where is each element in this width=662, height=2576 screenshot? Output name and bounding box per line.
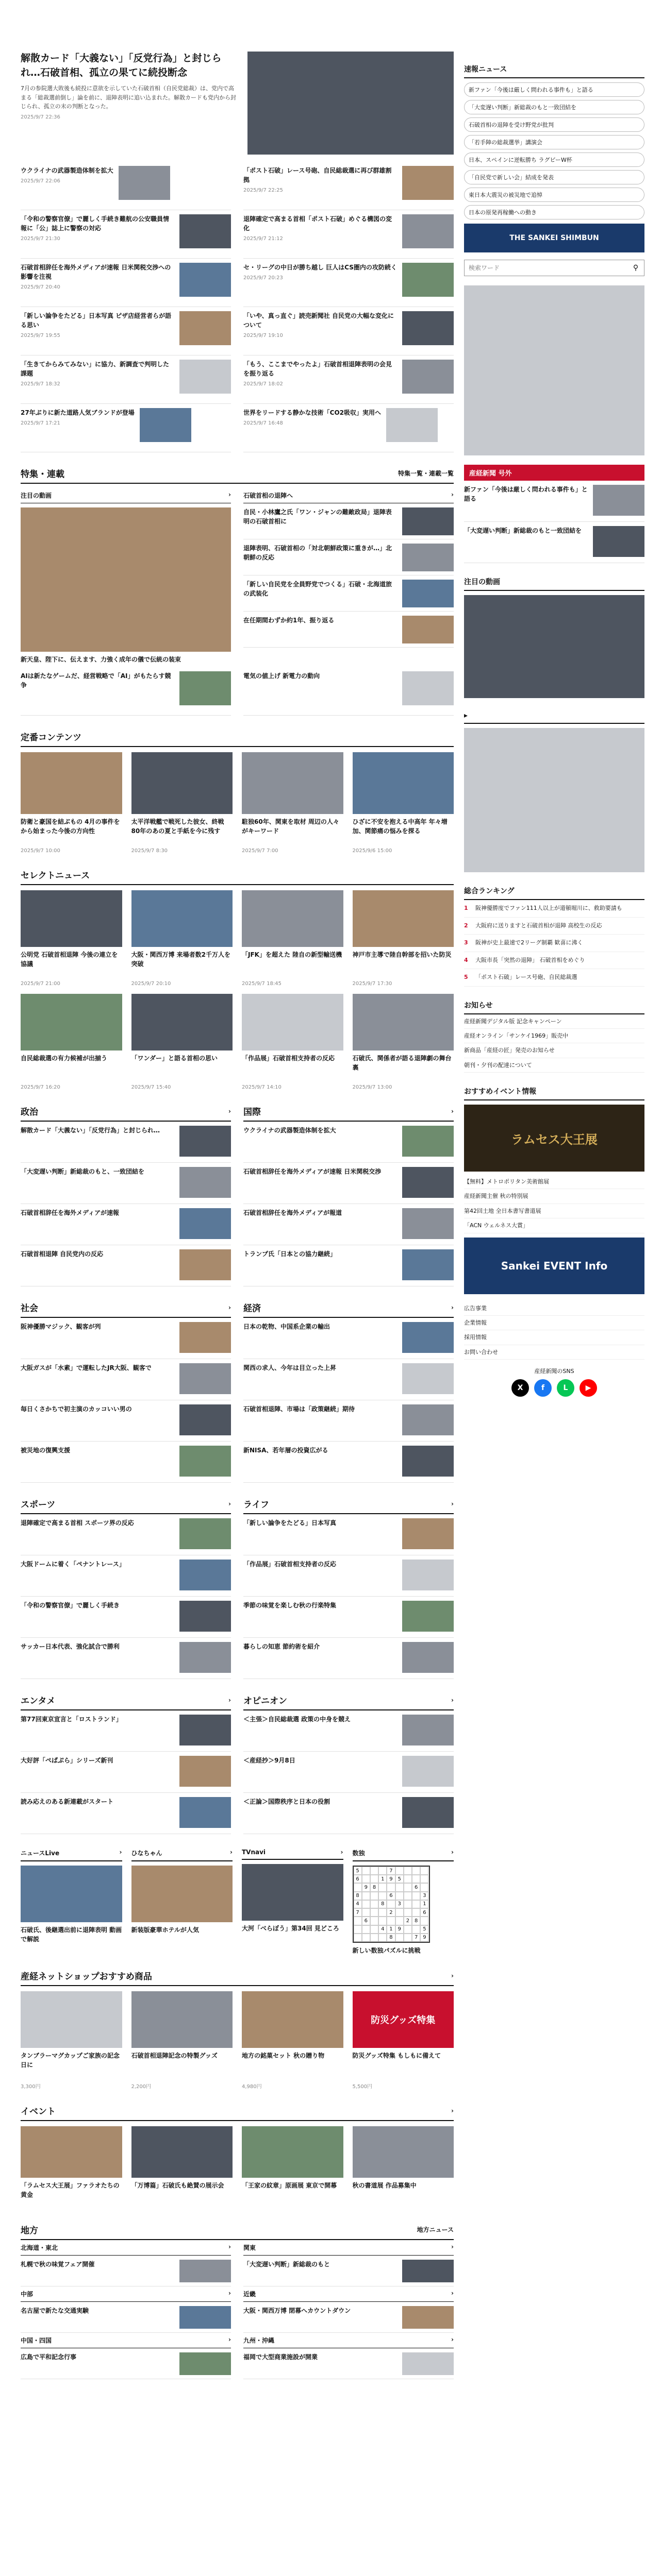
sudoku-cell[interactable]: 5 bbox=[395, 1875, 404, 1883]
card[interactable]: 「ラムセス大王展」ファラオたちの黄金 bbox=[21, 2126, 122, 2209]
list-item[interactable]: ＜正論＞国際秩序と日本の役割 bbox=[243, 1793, 454, 1834]
list-item[interactable]: 大阪ガスが「水素」で運転したJR大阪、観客で bbox=[21, 1359, 231, 1400]
politics-international: 政治 › 解散カード「大義ない」「反党行為」と封じられ… 「大変遅い判断」新総裁のもと、一致団結を 石破首相辞任を海外メディアが速報 石破首相退陣 自民党内の反応 国際 › ウクライナの武器製造体制を拡大 石破首相辞任を海外メディアが速報 日米関税交渉 石破首相辞任を海外メディアが報道 トランプ氏「日本との協力継続」 bbox=[21, 1090, 454, 1286]
list-item[interactable]: 産経新聞主催 秋の特別展 bbox=[464, 1189, 644, 1204]
card[interactable]: 「JFK」を超えた 陸自の新型輸送機 2025/9/7 18:45 bbox=[242, 890, 343, 987]
shop-header: 産経ネットショップおすすめ商品 › bbox=[21, 1966, 454, 1986]
hina-photo[interactable] bbox=[131, 1866, 233, 1922]
sudoku-cell[interactable] bbox=[404, 1908, 412, 1917]
sudoku-cell[interactable]: 8 bbox=[387, 1934, 395, 1942]
list-item[interactable]: 「もう、ここまでやったよ」石破首相退陣表明の会見を振り返る 2025/9/7 18:02 bbox=[243, 355, 454, 404]
sudoku-cell[interactable] bbox=[404, 1925, 412, 1934]
sudoku-cell[interactable] bbox=[395, 1917, 404, 1925]
card[interactable]: 防衛と豪国を結ぶもの 4月の事件をから始まった今後の方向性 2025/9/7 10:00 bbox=[21, 752, 122, 854]
region-header: 地方 地方ニュース bbox=[21, 2220, 454, 2240]
card[interactable]: 防災グッズ特集 防災グッズ特集 もしもに備えて 5,500円 bbox=[353, 1991, 454, 2090]
lead-story[interactable] bbox=[21, 52, 454, 155]
sports-life: スポーツ › 退陣確定で高まる首相 スポーツ界の反応 大阪ドームに着く「ペナントレース」 「令和の警察官僚」で麗しく手続き サッカー日本代表、強化試合で勝利 ライフ › 「新しい論争をたどる」日本写真 「作品展」石破首相支持者の反応 季節の味覚を楽しむ秋の行楽特集 暮らしの知恵 節約術を紹介 bbox=[21, 1483, 454, 1679]
list-item[interactable]: 暮らしの知恵 節約術を紹介 bbox=[243, 1638, 454, 1679]
event-cards bbox=[21, 2126, 454, 2209]
sudoku-cell[interactable] bbox=[370, 1892, 378, 1900]
card[interactable]: 駐独60年、関東を取材 周辺の人々がキーワード 2025/9/7 7:00 bbox=[242, 752, 343, 854]
list-item[interactable]: 「大変遅い判断」新総裁のもと一致団結を bbox=[464, 522, 644, 563]
list-item[interactable]: 「いや、真っ直ぐ」読売新聞社 自民党の大幅な変化について 2025/9/7 19:10 bbox=[243, 307, 454, 355]
sudoku-cell[interactable] bbox=[404, 1892, 412, 1900]
list-item[interactable]: 福岡で大型商業施設が開業 bbox=[243, 2348, 454, 2379]
list-item[interactable]: ＜産経抄＞9月8日 bbox=[243, 1752, 454, 1793]
sudoku-cell[interactable]: 4 bbox=[354, 1900, 362, 1908]
list-item[interactable]: 名古屋で新たな交通実験 bbox=[21, 2302, 231, 2333]
notice-list bbox=[464, 1014, 644, 1073]
list-item[interactable]: サッカー日本代表、強化試合で勝利 bbox=[21, 1638, 231, 1679]
list-item[interactable]: 「大変遅い判断」新総裁のもと一致団結を bbox=[464, 100, 644, 114]
sudoku-cell[interactable]: 1 bbox=[420, 1900, 428, 1908]
regular-header: 定番コンテンツ bbox=[21, 727, 454, 747]
list-item[interactable]: 【無料】メトロポリタン美術館展 bbox=[464, 1175, 644, 1189]
thumbnail[interactable] bbox=[402, 311, 454, 345]
sudoku-cell[interactable]: 6 bbox=[354, 1875, 362, 1883]
sudoku-cell[interactable]: 4 bbox=[378, 1925, 387, 1934]
search-icon[interactable]: ⚲ bbox=[633, 264, 639, 272]
sudoku-cell[interactable]: 8 bbox=[370, 1883, 378, 1891]
list-item[interactable]: 「ACN ウェルネス大賞」 bbox=[464, 1218, 644, 1233]
list-item[interactable]: ウクライナの武器製造体制を拡大 2025/9/7 22:06 bbox=[21, 162, 231, 210]
list-item[interactable]: 「大変遅い判断」新総裁のもと bbox=[243, 2256, 454, 2286]
notice-title: お知らせ bbox=[464, 997, 644, 1014]
list-item[interactable]: 27年ぶりに新た道路人気ブランドが登場 2025/9/7 17:21 bbox=[21, 404, 231, 452]
sudoku-cell[interactable] bbox=[395, 1934, 404, 1942]
list-item[interactable]: トランプ氏「日本との協力継続」 bbox=[243, 1245, 454, 1286]
sudoku-cell[interactable]: 9 bbox=[362, 1883, 370, 1891]
sudoku-cell[interactable]: 6 bbox=[412, 1883, 420, 1891]
sudoku-cell[interactable]: 9 bbox=[387, 1875, 395, 1883]
list-item[interactable]: 読み応えのある新連載がスタート bbox=[21, 1793, 231, 1834]
shop-banner: 防災グッズ特集 bbox=[353, 1991, 454, 2048]
lead-photo[interactable] bbox=[247, 52, 454, 155]
list-item[interactable]: 「自民党で新しい会」結成を発表 bbox=[464, 170, 644, 184]
thumbnail[interactable] bbox=[119, 166, 170, 200]
breaking-list bbox=[464, 82, 644, 219]
list-item[interactable]: 退陣表明、石破首相の「対北朝鮮政策に重きが…」北朝鮮の反応 bbox=[243, 539, 454, 575]
sudoku-cell[interactable] bbox=[404, 1934, 412, 1942]
search-box bbox=[464, 260, 644, 276]
list-item[interactable]: 阪神優勝マジック、観客が列 bbox=[21, 1318, 231, 1359]
breaking-title: 速報ニュース bbox=[464, 61, 644, 78]
card[interactable]: 石破首相退陣記念の特製グッズ 2,200円 bbox=[131, 1991, 233, 2090]
sudoku-cell[interactable] bbox=[412, 1908, 420, 1917]
sudoku-cell[interactable] bbox=[362, 1892, 370, 1900]
sudoku-cell[interactable] bbox=[412, 1875, 420, 1883]
list-item[interactable]: 日本の乾物、中国系企業の輸出 bbox=[243, 1318, 454, 1359]
thumbnail[interactable] bbox=[179, 360, 231, 394]
mini-sections: ニュースLive › 石破氏、後継選出前に退陣表明 動画で解説 ひなちゃん › 新装版豪華ホテルが人気 TVnavi › 大河「べらぼう」第34回 見どころ 数独 › 5 7 6 1 9 5 9 8 6 8 6 3 4 8 3 1 7 2 6 6 2 8 4 1 9 5 8 7 9 新しい数独パズルに挑戦 bbox=[21, 1845, 454, 1955]
thumbnail[interactable] bbox=[402, 166, 454, 200]
thumbnail[interactable] bbox=[402, 360, 454, 394]
sudoku-cell[interactable] bbox=[412, 1900, 420, 1908]
ad-area[interactable] bbox=[464, 285, 644, 455]
sudoku-cell[interactable] bbox=[378, 1917, 387, 1925]
list-item[interactable]: 石破首相辞任を海外メディアが報道 bbox=[243, 1204, 454, 1245]
list-item[interactable]: 解散カード「大義ない」「反党行為」と封じられ… bbox=[21, 1122, 231, 1163]
event-info-banner[interactable]: Sankei EVENT Info bbox=[464, 1238, 644, 1294]
society-economy: 社会 › 阪神優勝マジック、観客が列 大阪ガスが「水素」で運転したJR大阪、観客で 毎日くさかちで初主演のカッコいい男の 被災地の復興支援 経済 › 日本の乾物、中国系企業の輸出 関西の求人、今年は目立った上昇 石破首相退陣、市場は「政策継続」期待 新NISA、若年層の投資広がる bbox=[21, 1286, 454, 1483]
sudoku-cell[interactable]: 8 bbox=[378, 1900, 387, 1908]
sudoku-cell[interactable]: 3 bbox=[395, 1900, 404, 1908]
sudoku-cell[interactable]: 9 bbox=[420, 1934, 428, 1942]
list-item[interactable]: 石破首相辞任を海外メディアが速報 日米関税交渉 bbox=[243, 1163, 454, 1204]
list-item[interactable]: 石破首相辞任を海外メディアが速報 bbox=[21, 1204, 231, 1245]
lead-title[interactable]: 解散カード「大義ない」「反党行為」と封じられ…石破首相、孤立の果てに続投断念 bbox=[21, 53, 222, 78]
list-item[interactable]: 企業情報 bbox=[464, 1316, 644, 1330]
sankei-plus-badge[interactable]: 産経新聞 号外 bbox=[464, 465, 644, 481]
list-item[interactable]: 被災地の復興支援 bbox=[21, 1442, 231, 1483]
footer-links bbox=[464, 1301, 644, 1360]
list-item[interactable]: 3 阪神が史上最速で2リーグ制覇 歓喜に沸く bbox=[464, 935, 644, 952]
top-news-grid bbox=[21, 162, 454, 452]
sudoku-cell[interactable] bbox=[370, 1900, 378, 1908]
facebook-icon[interactable]: f bbox=[534, 1379, 552, 1397]
list-item[interactable]: 退陣確定で高まる首相 スポーツ界の反応 bbox=[21, 1514, 231, 1555]
sudoku-cell[interactable] bbox=[354, 1925, 362, 1934]
sudoku-cell[interactable]: 7 bbox=[387, 1867, 395, 1875]
newslive-photo[interactable] bbox=[21, 1866, 122, 1922]
list-item[interactable]: 「新しい論争をたどる」日本写真 ピザ店経営者らが語る思い 2025/9/7 19:55 bbox=[21, 307, 231, 355]
sudoku-cell[interactable] bbox=[404, 1900, 412, 1908]
sudoku-cell[interactable] bbox=[387, 1900, 395, 1908]
sudoku-cell[interactable] bbox=[370, 1917, 378, 1925]
sudoku-cell[interactable]: 2 bbox=[387, 1908, 395, 1917]
sudoku-cell[interactable] bbox=[362, 1875, 370, 1883]
line-icon[interactable]: L bbox=[557, 1379, 574, 1397]
thumbnail[interactable] bbox=[179, 311, 231, 345]
list-item[interactable]: セ・リーグの中日が勝ち越し 巨人はCS圏内の攻防続く 2025/9/7 20:23 bbox=[243, 259, 454, 307]
list-item[interactable]: 5 「ポスト石破」レース号砲、自民総裁選 bbox=[464, 969, 644, 987]
sudoku-cell[interactable] bbox=[395, 1883, 404, 1891]
list-item[interactable]: 「ポスト石破」レース号砲、自民総裁選に再び群雄割拠 2025/9/7 22:25 bbox=[243, 162, 454, 210]
paper-title: ▸ bbox=[464, 708, 644, 724]
list-item[interactable]: 毎日くさかちで初主演のカッコいい男の bbox=[21, 1400, 231, 1442]
sudoku-cell[interactable] bbox=[378, 1908, 387, 1917]
sudoku-cell[interactable] bbox=[412, 1867, 420, 1875]
search-input[interactable] bbox=[465, 260, 627, 276]
list-item[interactable]: 2 大阪府に送りますと石破首相が退陣 高校生の反応 bbox=[464, 918, 644, 935]
shop-cards bbox=[21, 1991, 454, 2090]
x-icon[interactable]: X bbox=[511, 1379, 529, 1397]
sudoku-cell[interactable] bbox=[362, 1900, 370, 1908]
sudoku-cell[interactable]: 7 bbox=[354, 1908, 362, 1917]
sudoku-cell[interactable] bbox=[395, 1867, 404, 1875]
sudoku-cell[interactable]: 5 bbox=[354, 1867, 362, 1875]
card[interactable]: 太平洋戦艦で戦死した彼女、終戦80年のあの夏と手紙を今に残す 2025/9/7 8:30 bbox=[131, 752, 233, 854]
list-item[interactable]: 「生きてからみてみない」に協力、新調査で判明した課題 2025/9/7 18:32 bbox=[21, 355, 231, 404]
features-header: 特集・連載 特集一覧・連載一覧 bbox=[21, 464, 454, 484]
card[interactable]: 「万博篇」石破氏も絶賛の展示会 bbox=[131, 2126, 233, 2209]
sudoku-cell[interactable] bbox=[387, 1917, 395, 1925]
list-item[interactable]: 季節の味覚を楽しむ秋の行楽特集 bbox=[243, 1597, 454, 1638]
list-item[interactable]: 朝刊・夕刊の配達について bbox=[464, 1058, 644, 1073]
paper-image[interactable] bbox=[464, 728, 644, 872]
list-item[interactable]: 東日本大震災の被災地で追悼 bbox=[464, 188, 644, 202]
list-item[interactable]: 札幌で秋の味覚フェア開催 bbox=[21, 2256, 231, 2286]
list-item[interactable]: 大阪・関西万博 閉幕へカウントダウン bbox=[243, 2302, 454, 2333]
feature-caption[interactable]: 新天皇、陛下に、伝えます、力強く成年の儀で伝統の装束 bbox=[21, 656, 181, 663]
sudoku-cell[interactable] bbox=[404, 1867, 412, 1875]
sudoku-cell[interactable] bbox=[404, 1875, 412, 1883]
features-block bbox=[21, 488, 454, 664]
list-item[interactable]: 日本の原発再稼働への動き bbox=[464, 205, 644, 219]
sudoku-cell[interactable] bbox=[420, 1867, 428, 1875]
feature-topic-head[interactable]: 石破首相の退陣へ › bbox=[243, 488, 454, 503]
list-item[interactable]: 「令和の警察官僚」で麗しく手続き難航の公安職員情報に「公」誌上に警察の対応 2025/9/7 21:30 bbox=[21, 210, 231, 259]
sudoku-cell[interactable]: 5 bbox=[420, 1925, 428, 1934]
list-item[interactable]: 新NISA、若年層の投資広がる bbox=[243, 1442, 454, 1483]
list-item[interactable]: 採用情報 bbox=[464, 1330, 644, 1345]
list-item[interactable]: 「作品展」石破首相支持者の反応 bbox=[243, 1555, 454, 1597]
list-item[interactable]: 在任期間わずか約1年、振り返る bbox=[243, 612, 454, 648]
select-cards bbox=[21, 890, 454, 1090]
sudoku-cell[interactable] bbox=[370, 1867, 378, 1875]
sudoku-cell[interactable] bbox=[370, 1934, 378, 1942]
list-item[interactable]: 退陣確定で高まる首相「ポスト石破」めぐる構図の変化 2025/9/7 21:12 bbox=[243, 210, 454, 259]
sudoku-cell[interactable] bbox=[354, 1883, 362, 1891]
list-item[interactable]: 「新しい論争をたどる」日本写真 bbox=[243, 1514, 454, 1555]
card[interactable]: 自民総裁選の有力候補が出揃う 2025/9/7 16:20 bbox=[21, 994, 122, 1090]
list-item[interactable]: 「大変遅い判断」新総裁のもと、一致団結を bbox=[21, 1163, 231, 1204]
sankei-banner[interactable]: THE SANKEI SHIMBUN bbox=[464, 224, 644, 252]
sudoku-cell[interactable]: 6 bbox=[362, 1917, 370, 1925]
sudoku-cell[interactable] bbox=[378, 1892, 387, 1900]
sudoku-cell[interactable] bbox=[362, 1925, 370, 1934]
thumbnail[interactable] bbox=[402, 214, 454, 248]
list-item[interactable]: 石破首相辞任を海外メディアが速報 日米関税交渉への影響を注視 2025/9/7 20:40 bbox=[21, 259, 231, 307]
list-item[interactable]: 日本、スペインに逆転勝ち ラグビーW杯 bbox=[464, 152, 644, 167]
card[interactable]: ひざに不安を抱える中高年 年々増加、関節痛の悩みを探る 2025/9/6 15:00 bbox=[353, 752, 454, 854]
sns-icons bbox=[464, 1379, 644, 1397]
event-header: イベント › bbox=[21, 2101, 454, 2121]
region-grid: 北海道・東北 › 札幌で秋の味覚フェア開催 関東 › 「大変遅い判断」新総裁のもと 中部 › 名古屋で新たな交通実験 近畿 › 大阪・関西万博 閉幕へカウントダウン 中国・四国 › 広島で平和記念行事 九州・沖縄 › 福岡で大型商業施設が開業 bbox=[21, 2240, 454, 2379]
sudoku-cell[interactable] bbox=[370, 1925, 378, 1934]
sudoku-cell[interactable] bbox=[370, 1908, 378, 1917]
list-item[interactable]: 大好評「ぺぱぷら」シリーズ新刊 bbox=[21, 1752, 231, 1793]
list-item[interactable]: 新ファン「今後は厳しく問われる事件も」と語る bbox=[464, 82, 644, 97]
sudoku-cell[interactable] bbox=[387, 1883, 395, 1891]
list-item[interactable]: AIは新たなゲームだ、経営戦略で「AI」がもたらす競争 bbox=[21, 667, 231, 716]
main-column bbox=[21, 52, 454, 2379]
lead-summary: 7月の参院選大敗後も続投に意欲を示していた石破首相（自民党総裁）は、党内で高まる「総裁選前倒し」論を前に、退陣表明に追い込まれた。解散カードも党内から封じられ、孤立の末の判断となった。 bbox=[21, 85, 236, 110]
card[interactable]: 「作品展」石破首相支持者の反応 2025/9/7 14:10 bbox=[242, 994, 343, 1090]
thumbnail[interactable] bbox=[179, 214, 231, 248]
sudoku-cell[interactable] bbox=[395, 1892, 404, 1900]
thumbnail[interactable] bbox=[140, 408, 191, 442]
sudoku-cell[interactable]: 8 bbox=[354, 1892, 362, 1900]
list-item[interactable]: ＜主張＞自民総裁選 政策の中身を競え bbox=[243, 1710, 454, 1752]
feature-bottom bbox=[21, 667, 454, 716]
list-item[interactable]: 第42回土地 全日本書写書道展 bbox=[464, 1204, 644, 1218]
sudoku-cell[interactable]: 3 bbox=[420, 1892, 428, 1900]
list-item[interactable]: 大阪ドームに着く「ペナントレース」 bbox=[21, 1555, 231, 1597]
list-item[interactable]: 第77回東京宣言と「ロストランド」 bbox=[21, 1710, 231, 1752]
sudoku-cell[interactable] bbox=[362, 1934, 370, 1942]
card[interactable]: タンブラーマグカップご家族の記念日に 3,300円 bbox=[21, 1991, 122, 2090]
list-item[interactable]: 1 阪神優勝度でファン111人以上が道頓堀川に、救助要請も bbox=[464, 900, 644, 918]
sudoku-cell[interactable] bbox=[378, 1883, 387, 1891]
sudoku-cell[interactable] bbox=[420, 1883, 428, 1891]
sudoku-cell[interactable]: 7 bbox=[412, 1934, 420, 1942]
sudoku-cell[interactable] bbox=[404, 1883, 412, 1891]
sudoku-cell[interactable] bbox=[420, 1875, 428, 1883]
event-title: おすすめイベント情報 bbox=[464, 1083, 644, 1100]
ranking-title: 総合ランキング bbox=[464, 883, 644, 900]
sudoku-cell[interactable]: 9 bbox=[395, 1925, 404, 1934]
video-player[interactable] bbox=[464, 595, 644, 698]
list-item[interactable]: 石破首相の退陣を受け野党が批判 bbox=[464, 117, 644, 132]
thumbnail[interactable] bbox=[386, 408, 438, 442]
list-item[interactable]: 自民・小林鷹之氏「ワン・ジャンの難敵政局」退陣表明の石破首相に bbox=[243, 503, 454, 539]
card[interactable]: 「王家の紋章」原画展 東京で開幕 bbox=[242, 2126, 343, 2209]
lead-date: 2025/9/7 22:36 bbox=[21, 114, 60, 120]
sudoku-cell[interactable]: 1 bbox=[378, 1875, 387, 1883]
event-banner[interactable]: ラムセス大王展 bbox=[464, 1105, 644, 1172]
card[interactable]: 秋の書道展 作品募集中 bbox=[353, 2126, 454, 2209]
tvnavi-photo[interactable] bbox=[242, 1864, 343, 1921]
sudoku-cell[interactable]: 6 bbox=[420, 1908, 428, 1917]
card[interactable]: 大阪・関西万博 来場者数2千万人を突破 2025/9/7 20:10 bbox=[131, 890, 233, 987]
sudoku-cell[interactable] bbox=[412, 1925, 420, 1934]
thumbnail[interactable] bbox=[179, 263, 231, 297]
sudoku-cell[interactable] bbox=[395, 1908, 404, 1917]
select-header: セレクトニュース bbox=[21, 865, 454, 885]
event-list bbox=[464, 1175, 644, 1233]
youtube-icon[interactable]: ▶ bbox=[580, 1379, 597, 1397]
entame-opinion: エンタメ › 第77回東京宣言と「ロストランド」 大好評「ぺぱぷら」シリーズ新刊 読み応えのある新連載がスタート オピニオン › ＜主張＞自民総裁選 政策の中身を競え ＜産経抄＞9月8日 ＜正論＞国際秩序と日本の役割 bbox=[21, 1679, 454, 1834]
sudoku-cell[interactable]: 8 bbox=[412, 1917, 420, 1925]
list-item[interactable]: 関西の求人、今年は目立った上昇 bbox=[243, 1359, 454, 1400]
list-item[interactable]: 4 大阪市長「突然の退陣」 石破首相をめぐり bbox=[464, 952, 644, 970]
card[interactable]: 「ワンダー」と語る首相の思い 2025/9/7 15:40 bbox=[131, 994, 233, 1090]
sudoku-cell[interactable] bbox=[378, 1934, 387, 1942]
thumbnail[interactable] bbox=[402, 263, 454, 297]
list-item[interactable]: 広告事業 bbox=[464, 1301, 644, 1316]
sudoku-cell[interactable] bbox=[354, 1917, 362, 1925]
sudoku-cell[interactable] bbox=[370, 1875, 378, 1883]
list-item[interactable]: ウクライナの武器製造体制を拡大 bbox=[243, 1122, 454, 1163]
list-item[interactable]: 電気の値上げ 新電力の動向 bbox=[243, 667, 454, 716]
card[interactable]: 地方の銘菓セット 秋の贈り物 4,980円 bbox=[242, 1991, 343, 2090]
list-item[interactable]: 「新しい自民党を全員野党でつくる」石破・北海道旅の武装化 bbox=[243, 575, 454, 612]
sudoku-cell[interactable] bbox=[412, 1892, 420, 1900]
sudoku-cell[interactable]: 2 bbox=[404, 1917, 412, 1925]
sudoku-cell[interactable] bbox=[420, 1917, 428, 1925]
card[interactable]: 石破氏、関係者が語る退陣劇の舞台裏 2025/9/7 13:00 bbox=[353, 994, 454, 1090]
list-item[interactable]: 新商品「産経の匠」発売のお知らせ bbox=[464, 1043, 644, 1058]
feature-video-photo[interactable] bbox=[21, 507, 231, 652]
list-item[interactable]: 新ファン「今後は厳しく問われる事件も」と語る bbox=[464, 481, 644, 522]
sns-label: 産経新聞のSNS bbox=[534, 1368, 574, 1375]
list-item[interactable]: 産経新聞デジタル版 記念キャンペーン bbox=[464, 1014, 644, 1029]
list-item[interactable]: お問い合わせ bbox=[464, 1345, 644, 1360]
sudoku-grid[interactable] bbox=[353, 1866, 430, 1943]
video-title: 注目の動画 bbox=[464, 573, 644, 591]
sudoku-cell[interactable] bbox=[378, 1867, 387, 1875]
sudoku-cell[interactable] bbox=[362, 1908, 370, 1917]
list-item[interactable]: 「令和の警察官僚」で麗しく手続き bbox=[21, 1597, 231, 1638]
list-item[interactable]: 石破首相退陣、市場は「政策継続」期待 bbox=[243, 1400, 454, 1442]
feature-video-head[interactable]: 注目の動画 › bbox=[21, 488, 231, 503]
list-item[interactable]: 「若手陣の総裁選挙」講演会 bbox=[464, 135, 644, 149]
sudoku-cell[interactable]: 1 bbox=[387, 1925, 395, 1934]
card[interactable]: 神戸市主導で陸自幹部を招いた防災 2025/9/7 17:30 bbox=[353, 890, 454, 987]
sudoku-cell[interactable] bbox=[362, 1867, 370, 1875]
list-item[interactable]: 石破首相退陣 自民党内の反応 bbox=[21, 1245, 231, 1286]
sudoku-cell[interactable]: 6 bbox=[387, 1892, 395, 1900]
card[interactable]: 公明党 石破首相退陣 今後の連立を協議 2025/9/7 21:00 bbox=[21, 890, 122, 987]
regular-cards bbox=[21, 752, 454, 854]
sudoku-cell[interactable] bbox=[354, 1934, 362, 1942]
sidebar bbox=[464, 61, 644, 1397]
features-more-link[interactable]: 特集一覧・連載一覧 bbox=[398, 470, 454, 477]
list-item[interactable]: 広島で平和記念行事 bbox=[21, 2348, 231, 2379]
ranking-list bbox=[464, 900, 644, 987]
list-item[interactable]: 産経オンライン「サンケイ1969」販売中 bbox=[464, 1029, 644, 1043]
list-item[interactable]: 世界をリードする静かな技術「CO2吸収」実用へ 2025/9/7 16:48 bbox=[243, 404, 454, 452]
